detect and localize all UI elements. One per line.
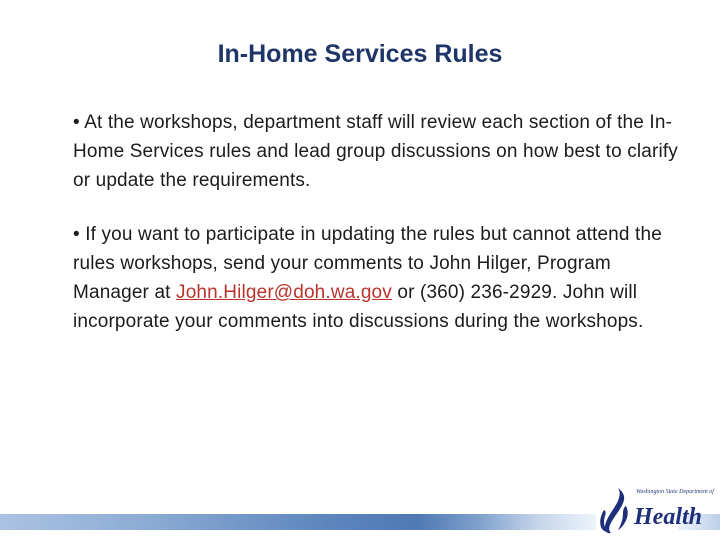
bullet-item	[73, 220, 688, 336]
bullet-marker: •	[73, 224, 80, 245]
bullet-marker: •	[73, 112, 80, 133]
bullet-text-continued: or (360) 236-2929. John will incorporate your comments into discussions during the workshops.	[73, 282, 644, 332]
slide-content	[73, 108, 688, 361]
health-logo	[596, 484, 714, 536]
slide-title: In-Home Services Rules	[217, 40, 503, 68]
bullet-item	[73, 108, 688, 195]
bullet-text: At the workshops, department staff will review each section of the In-Home Services rules and lead group discussions on how best to clarify or update the requirements.	[73, 112, 678, 191]
logo-tagline: Washington State Department of	[636, 489, 714, 495]
logo-wordmark: Health	[634, 504, 703, 530]
bullet-text: If you want to participate in updating the rules but cannot attend the rules workshops, send your comments to John Hilger, Program Manager at	[73, 224, 662, 303]
email-link[interactable]: John.Hilger@doh.wa.gov	[176, 282, 392, 303]
health-logo-mark-icon	[596, 486, 636, 536]
footer-gradient-band	[0, 514, 596, 530]
